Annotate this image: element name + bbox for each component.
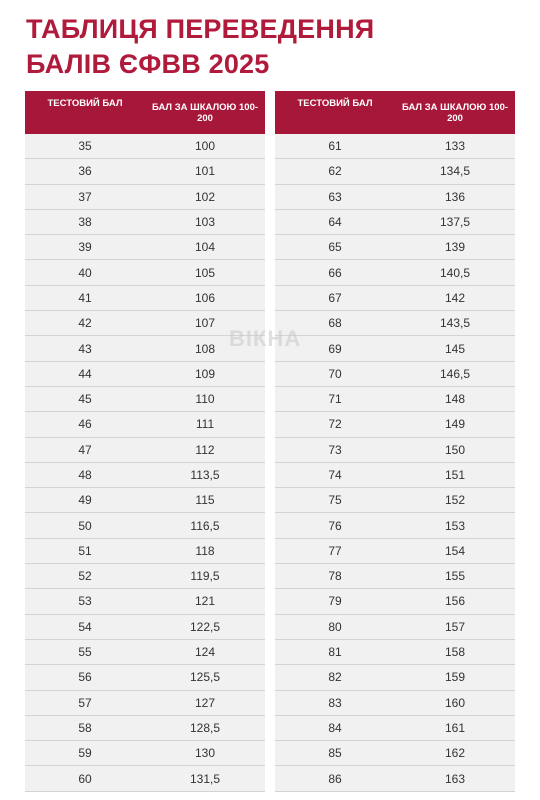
table-row <box>25 665 265 690</box>
scale-score-cell: 140,5 <box>395 260 515 285</box>
scale-score-cell: 143,5 <box>395 311 515 336</box>
scale-score-cell: 146,5 <box>395 361 515 386</box>
table-row <box>275 690 515 715</box>
test-score-cell: 71 <box>275 386 395 411</box>
table-row <box>275 665 515 690</box>
table-row <box>275 260 515 285</box>
test-score-cell: 47 <box>25 437 145 462</box>
table-row <box>275 589 515 614</box>
scale-score-cell: 127 <box>145 690 265 715</box>
table-row <box>275 336 515 361</box>
scale-score-cell: 152 <box>395 488 515 513</box>
conversion-table-right <box>275 91 515 792</box>
scale-score-cell: 124 <box>145 639 265 664</box>
test-score-cell: 84 <box>275 715 395 740</box>
table-row <box>25 209 265 234</box>
scale-score-cell: 128,5 <box>145 715 265 740</box>
scale-score-cell: 145 <box>395 336 515 361</box>
table-row <box>275 361 515 386</box>
table-row <box>25 741 265 766</box>
scale-score-cell: 102 <box>145 184 265 209</box>
test-score-cell: 72 <box>275 412 395 437</box>
test-score-cell: 65 <box>275 235 395 260</box>
scale-score-cell: 139 <box>395 235 515 260</box>
test-score-cell: 66 <box>275 260 395 285</box>
table-row <box>275 462 515 487</box>
test-score-cell: 44 <box>25 361 145 386</box>
test-score-cell: 38 <box>25 209 145 234</box>
test-score-cell: 79 <box>275 589 395 614</box>
table-row <box>25 159 265 184</box>
scale-score-cell: 131,5 <box>145 766 265 791</box>
scale-score-cell: 111 <box>145 412 265 437</box>
test-score-cell: 51 <box>25 538 145 563</box>
test-score-cell: 56 <box>25 665 145 690</box>
test-score-cell: 42 <box>25 311 145 336</box>
table-row <box>275 639 515 664</box>
scale-score-cell: 161 <box>395 715 515 740</box>
test-score-cell: 77 <box>275 538 395 563</box>
test-score-cell: 82 <box>275 665 395 690</box>
test-score-cell: 80 <box>275 614 395 639</box>
scale-score-cell: 153 <box>395 513 515 538</box>
test-score-cell: 40 <box>25 260 145 285</box>
test-score-cell: 63 <box>275 184 395 209</box>
table-row <box>275 564 515 589</box>
scale-score-cell: 162 <box>395 741 515 766</box>
table-row <box>275 235 515 260</box>
test-score-cell: 85 <box>275 741 395 766</box>
scale-score-cell: 103 <box>145 209 265 234</box>
test-score-cell: 86 <box>275 766 395 791</box>
table-row <box>275 386 515 411</box>
scale-score-cell: 107 <box>145 311 265 336</box>
table-row <box>275 766 515 791</box>
scale-score-cell: 158 <box>395 639 515 664</box>
table-row <box>275 538 515 563</box>
page-title <box>26 12 374 82</box>
scale-score-cell: 115 <box>145 488 265 513</box>
test-score-cell: 53 <box>25 589 145 614</box>
header-test-score: ТЕСТОВИЙ БАЛ <box>25 91 145 134</box>
table-row <box>25 715 265 740</box>
scale-score-cell: 113,5 <box>145 462 265 487</box>
test-score-cell: 57 <box>25 690 145 715</box>
scale-score-cell: 154 <box>395 538 515 563</box>
scale-score-cell: 137,5 <box>395 209 515 234</box>
scale-score-cell: 142 <box>395 285 515 310</box>
table-row <box>25 614 265 639</box>
scale-score-cell: 150 <box>395 437 515 462</box>
table-row <box>25 260 265 285</box>
test-score-cell: 43 <box>25 336 145 361</box>
table-row <box>25 386 265 411</box>
table-row <box>275 513 515 538</box>
table-header-row <box>275 91 515 134</box>
test-score-cell: 41 <box>25 285 145 310</box>
table-row <box>25 639 265 664</box>
test-score-cell: 58 <box>25 715 145 740</box>
table-row <box>25 766 265 791</box>
test-score-cell: 35 <box>25 134 145 159</box>
table-row <box>25 513 265 538</box>
header-scale-score: БАЛ ЗА ШКАЛОЮ 100-200 <box>395 91 515 134</box>
scale-score-cell: 109 <box>145 361 265 386</box>
scale-score-cell: 101 <box>145 159 265 184</box>
scale-score-cell: 108 <box>145 336 265 361</box>
test-score-cell: 46 <box>25 412 145 437</box>
scale-score-cell: 151 <box>395 462 515 487</box>
scale-score-cell: 160 <box>395 690 515 715</box>
scale-score-cell: 148 <box>395 386 515 411</box>
table-row <box>275 311 515 336</box>
table-row <box>25 437 265 462</box>
header-scale-score: БАЛ ЗА ШКАЛОЮ 100-200 <box>145 91 265 134</box>
test-score-cell: 74 <box>275 462 395 487</box>
table-row <box>25 235 265 260</box>
scale-score-cell: 104 <box>145 235 265 260</box>
table-row <box>25 361 265 386</box>
scale-score-cell: 125,5 <box>145 665 265 690</box>
test-score-cell: 55 <box>25 639 145 664</box>
test-score-cell: 61 <box>275 134 395 159</box>
scale-score-cell: 105 <box>145 260 265 285</box>
scale-score-cell: 156 <box>395 589 515 614</box>
scale-score-cell: 149 <box>395 412 515 437</box>
scale-score-cell: 100 <box>145 134 265 159</box>
test-score-cell: 50 <box>25 513 145 538</box>
scale-score-cell: 122,5 <box>145 614 265 639</box>
test-score-cell: 52 <box>25 564 145 589</box>
test-score-cell: 70 <box>275 361 395 386</box>
scale-score-cell: 163 <box>395 766 515 791</box>
test-score-cell: 36 <box>25 159 145 184</box>
test-score-cell: 83 <box>275 690 395 715</box>
table-row <box>25 538 265 563</box>
table-row <box>275 741 515 766</box>
test-score-cell: 81 <box>275 639 395 664</box>
scale-score-cell: 133 <box>395 134 515 159</box>
scale-score-cell: 119,5 <box>145 564 265 589</box>
test-score-cell: 69 <box>275 336 395 361</box>
scale-score-cell: 136 <box>395 184 515 209</box>
table-row <box>25 184 265 209</box>
table-row <box>275 209 515 234</box>
table-row <box>25 285 265 310</box>
scale-score-cell: 157 <box>395 614 515 639</box>
test-score-cell: 60 <box>25 766 145 791</box>
conversion-table-left <box>25 91 265 792</box>
scale-score-cell: 110 <box>145 386 265 411</box>
table-row <box>275 134 515 159</box>
test-score-cell: 49 <box>25 488 145 513</box>
title-line-1: ТАБЛИЦЯ ПЕРЕВЕДЕННЯ <box>26 14 375 44</box>
test-score-cell: 62 <box>275 159 395 184</box>
scale-score-cell: 106 <box>145 285 265 310</box>
test-score-cell: 39 <box>25 235 145 260</box>
test-score-cell: 78 <box>275 564 395 589</box>
scale-score-cell: 155 <box>395 564 515 589</box>
test-score-cell: 76 <box>275 513 395 538</box>
test-score-cell: 54 <box>25 614 145 639</box>
table-row <box>275 285 515 310</box>
table-row <box>25 564 265 589</box>
test-score-cell: 64 <box>275 209 395 234</box>
table-row <box>275 159 515 184</box>
scale-score-cell: 121 <box>145 589 265 614</box>
table-row <box>25 690 265 715</box>
test-score-cell: 75 <box>275 488 395 513</box>
table-row <box>275 614 515 639</box>
scale-score-cell: 116,5 <box>145 513 265 538</box>
table-row <box>25 134 265 159</box>
title-line-2: БАЛІВ ЄФВВ 2025 <box>26 49 270 79</box>
table-row <box>25 412 265 437</box>
table-row <box>25 488 265 513</box>
test-score-cell: 37 <box>25 184 145 209</box>
scale-score-cell: 118 <box>145 538 265 563</box>
scale-score-cell: 159 <box>395 665 515 690</box>
scale-score-cell: 130 <box>145 741 265 766</box>
table-row <box>275 488 515 513</box>
table-row <box>275 184 515 209</box>
table-header-row <box>25 91 265 134</box>
scale-score-cell: 112 <box>145 437 265 462</box>
table-row <box>275 412 515 437</box>
scale-score-cell: 134,5 <box>395 159 515 184</box>
table-row <box>275 437 515 462</box>
table-row <box>25 462 265 487</box>
table-row <box>275 715 515 740</box>
test-score-cell: 59 <box>25 741 145 766</box>
header-test-score: ТЕСТОВИЙ БАЛ <box>275 91 395 134</box>
test-score-cell: 73 <box>275 437 395 462</box>
test-score-cell: 67 <box>275 285 395 310</box>
test-score-cell: 45 <box>25 386 145 411</box>
test-score-cell: 48 <box>25 462 145 487</box>
table-row <box>25 589 265 614</box>
watermark-logo: ВІКНА <box>229 326 302 351</box>
test-score-cell: 68 <box>275 311 395 336</box>
